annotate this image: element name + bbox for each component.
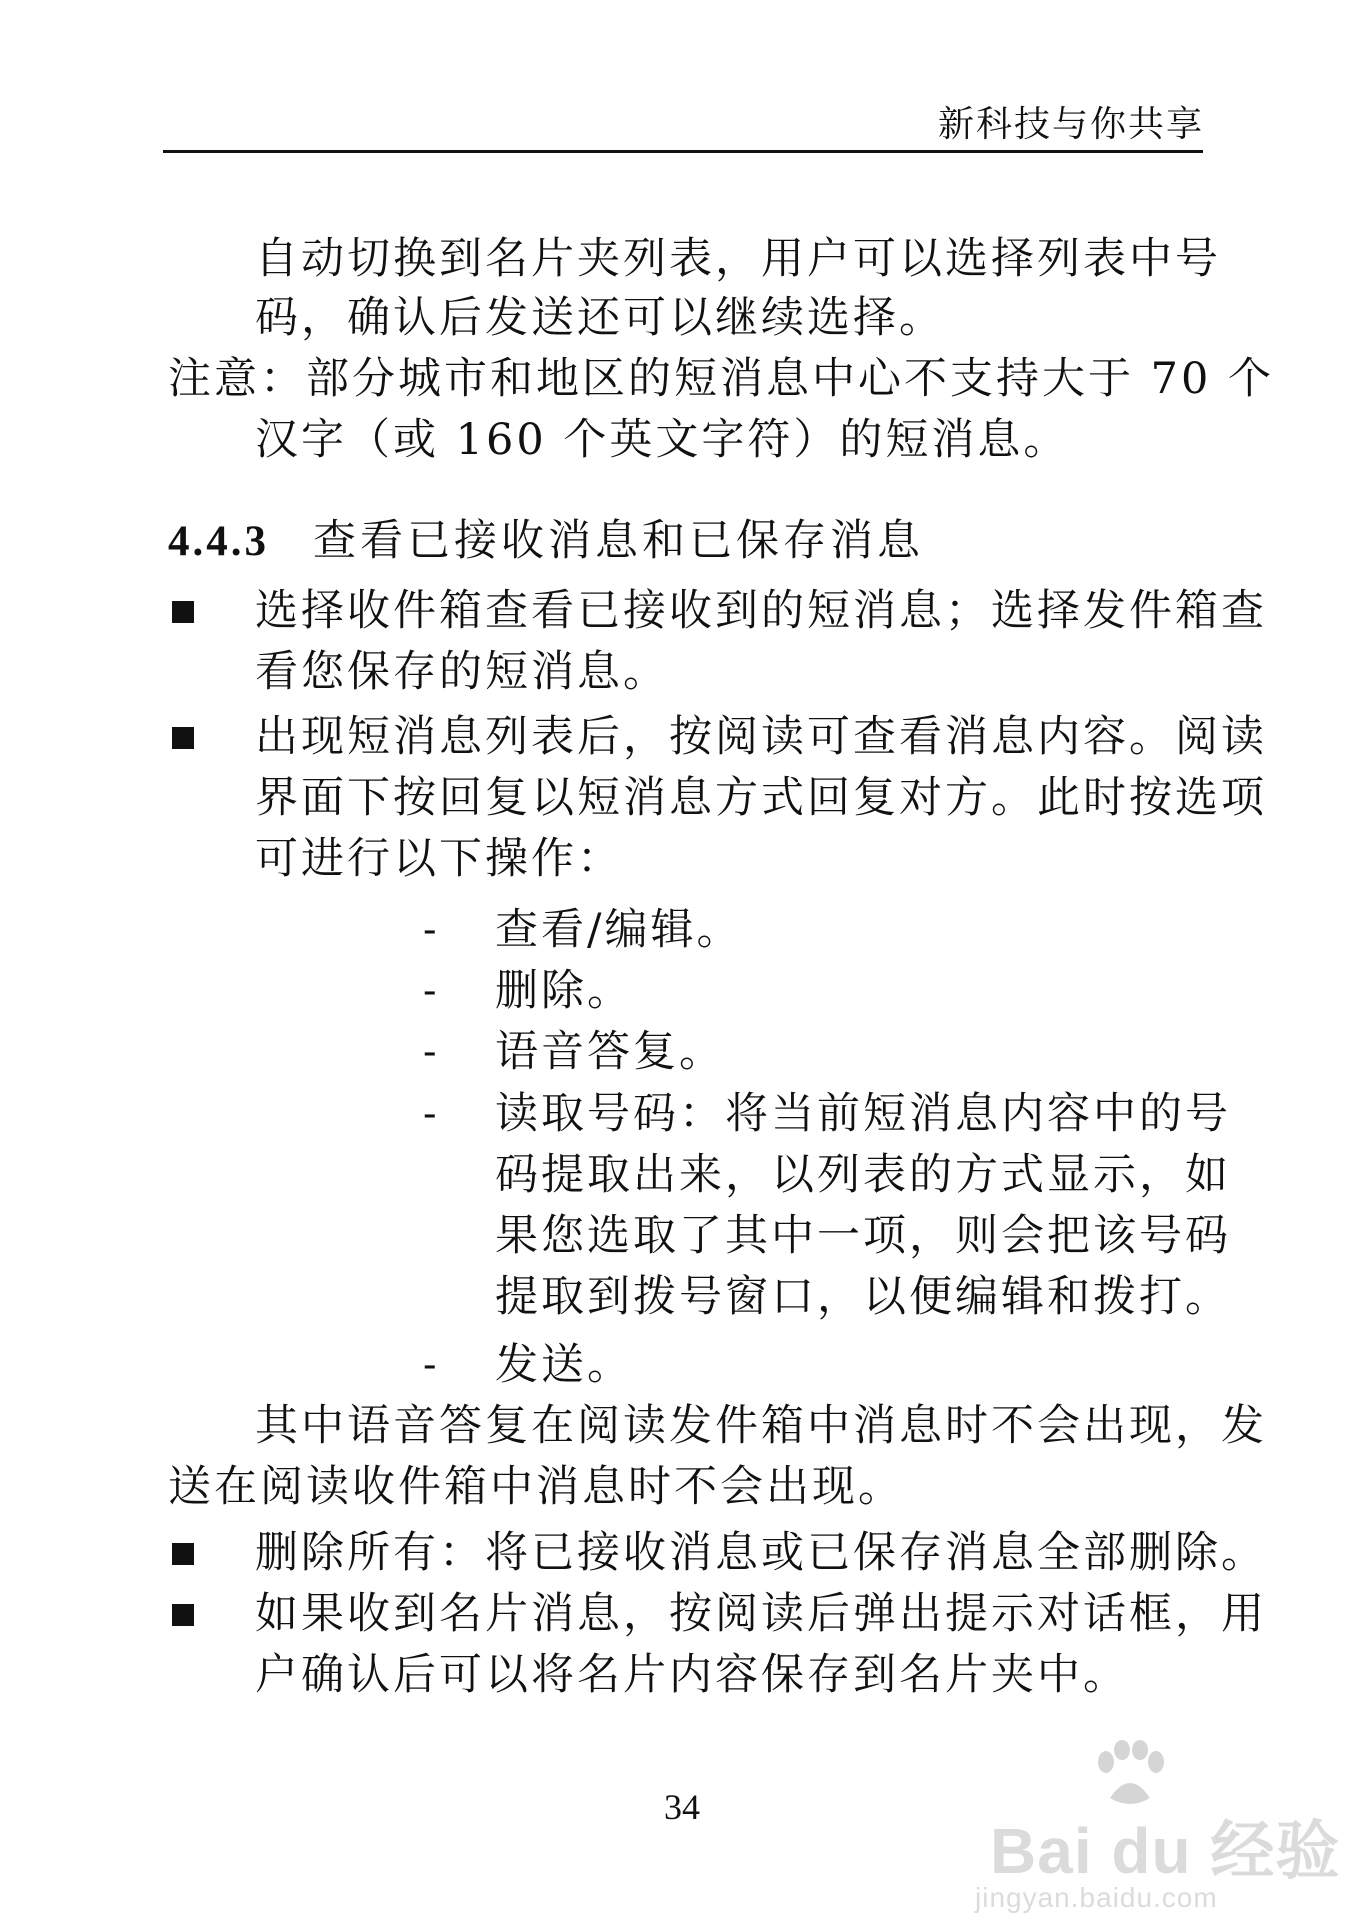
sub-item-line: 读取号码：将当前短消息内容中的号 (495, 1089, 1231, 1139)
bullet-line: 看您保存的短消息。 (255, 647, 669, 697)
sub-item-dash: - (423, 1029, 437, 1075)
bullet-line: 界面下按回复以短消息方式回复对方。此时按选项 (255, 773, 1267, 823)
note-line: 注意：部分城市和地区的短消息中心不支持大于 70 个 (168, 354, 1275, 404)
bullet-line: 删除所有：将已接收消息或已保存消息全部删除。 (255, 1528, 1267, 1578)
header-divider (163, 150, 1203, 153)
section-heading (168, 514, 924, 569)
bullet-line: 出现短消息列表后，按阅读可查看消息内容。阅读 (255, 712, 1267, 762)
bullet-square (172, 601, 194, 623)
watermark-url: jingyan.baidu.com (975, 1882, 1218, 1913)
sub-item-line: 删除。 (495, 966, 633, 1016)
bullet-square (172, 1604, 194, 1626)
bullet-square (172, 1543, 194, 1565)
sub-item-dash: - (423, 968, 437, 1014)
sub-item-dash: - (423, 1342, 437, 1388)
note-line: 汉字（或 160 个英文字符）的短消息。 (255, 415, 1070, 465)
sub-item-line: 提取到拨号窗口，以便编辑和拨打。 (495, 1272, 1231, 1322)
page-number: 34 (664, 1787, 700, 1827)
bullet-line: 如果收到名片消息，按阅读后弹出提示对话框，用 (255, 1589, 1267, 1639)
running-header: 新科技与你共享 (937, 104, 1204, 145)
baidu-watermark (960, 1740, 1341, 1913)
sub-item-dash: - (423, 907, 437, 953)
paragraph-line: 其中语音答复在阅读发件箱中消息时不会出现，发 (255, 1401, 1267, 1451)
body-line: 自动切换到名片夹列表，用户可以选择列表中号 (255, 234, 1221, 284)
bullet-square (172, 727, 194, 749)
bullet-line: 选择收件箱查看已接收到的短消息；选择发件箱查 (255, 586, 1267, 636)
section-title: 查看已接收消息和已保存消息 (313, 516, 924, 566)
section-number: 4.4.3 (168, 518, 269, 565)
bullet-line: 可进行以下操作： (255, 834, 623, 884)
body-line: 码，确认后发送还可以继续选择。 (255, 293, 945, 343)
bullet-line: 户确认后可以将名片内容保存到名片夹中。 (255, 1650, 1129, 1700)
sub-item-line: 语音答复。 (495, 1027, 725, 1077)
sub-item-line: 码提取出来，以列表的方式显示，如 (495, 1150, 1231, 1200)
sub-item-line: 查看/编辑。 (495, 905, 743, 955)
sub-item-line: 果您选取了其中一项，则会把该号码 (495, 1211, 1231, 1261)
watermark-brand: Bai du 经验 (990, 1815, 1341, 1887)
paragraph-line: 送在阅读收件箱中消息时不会出现。 (168, 1462, 904, 1512)
sub-item-line: 发送。 (495, 1340, 633, 1390)
sub-item-dash: - (423, 1091, 437, 1137)
